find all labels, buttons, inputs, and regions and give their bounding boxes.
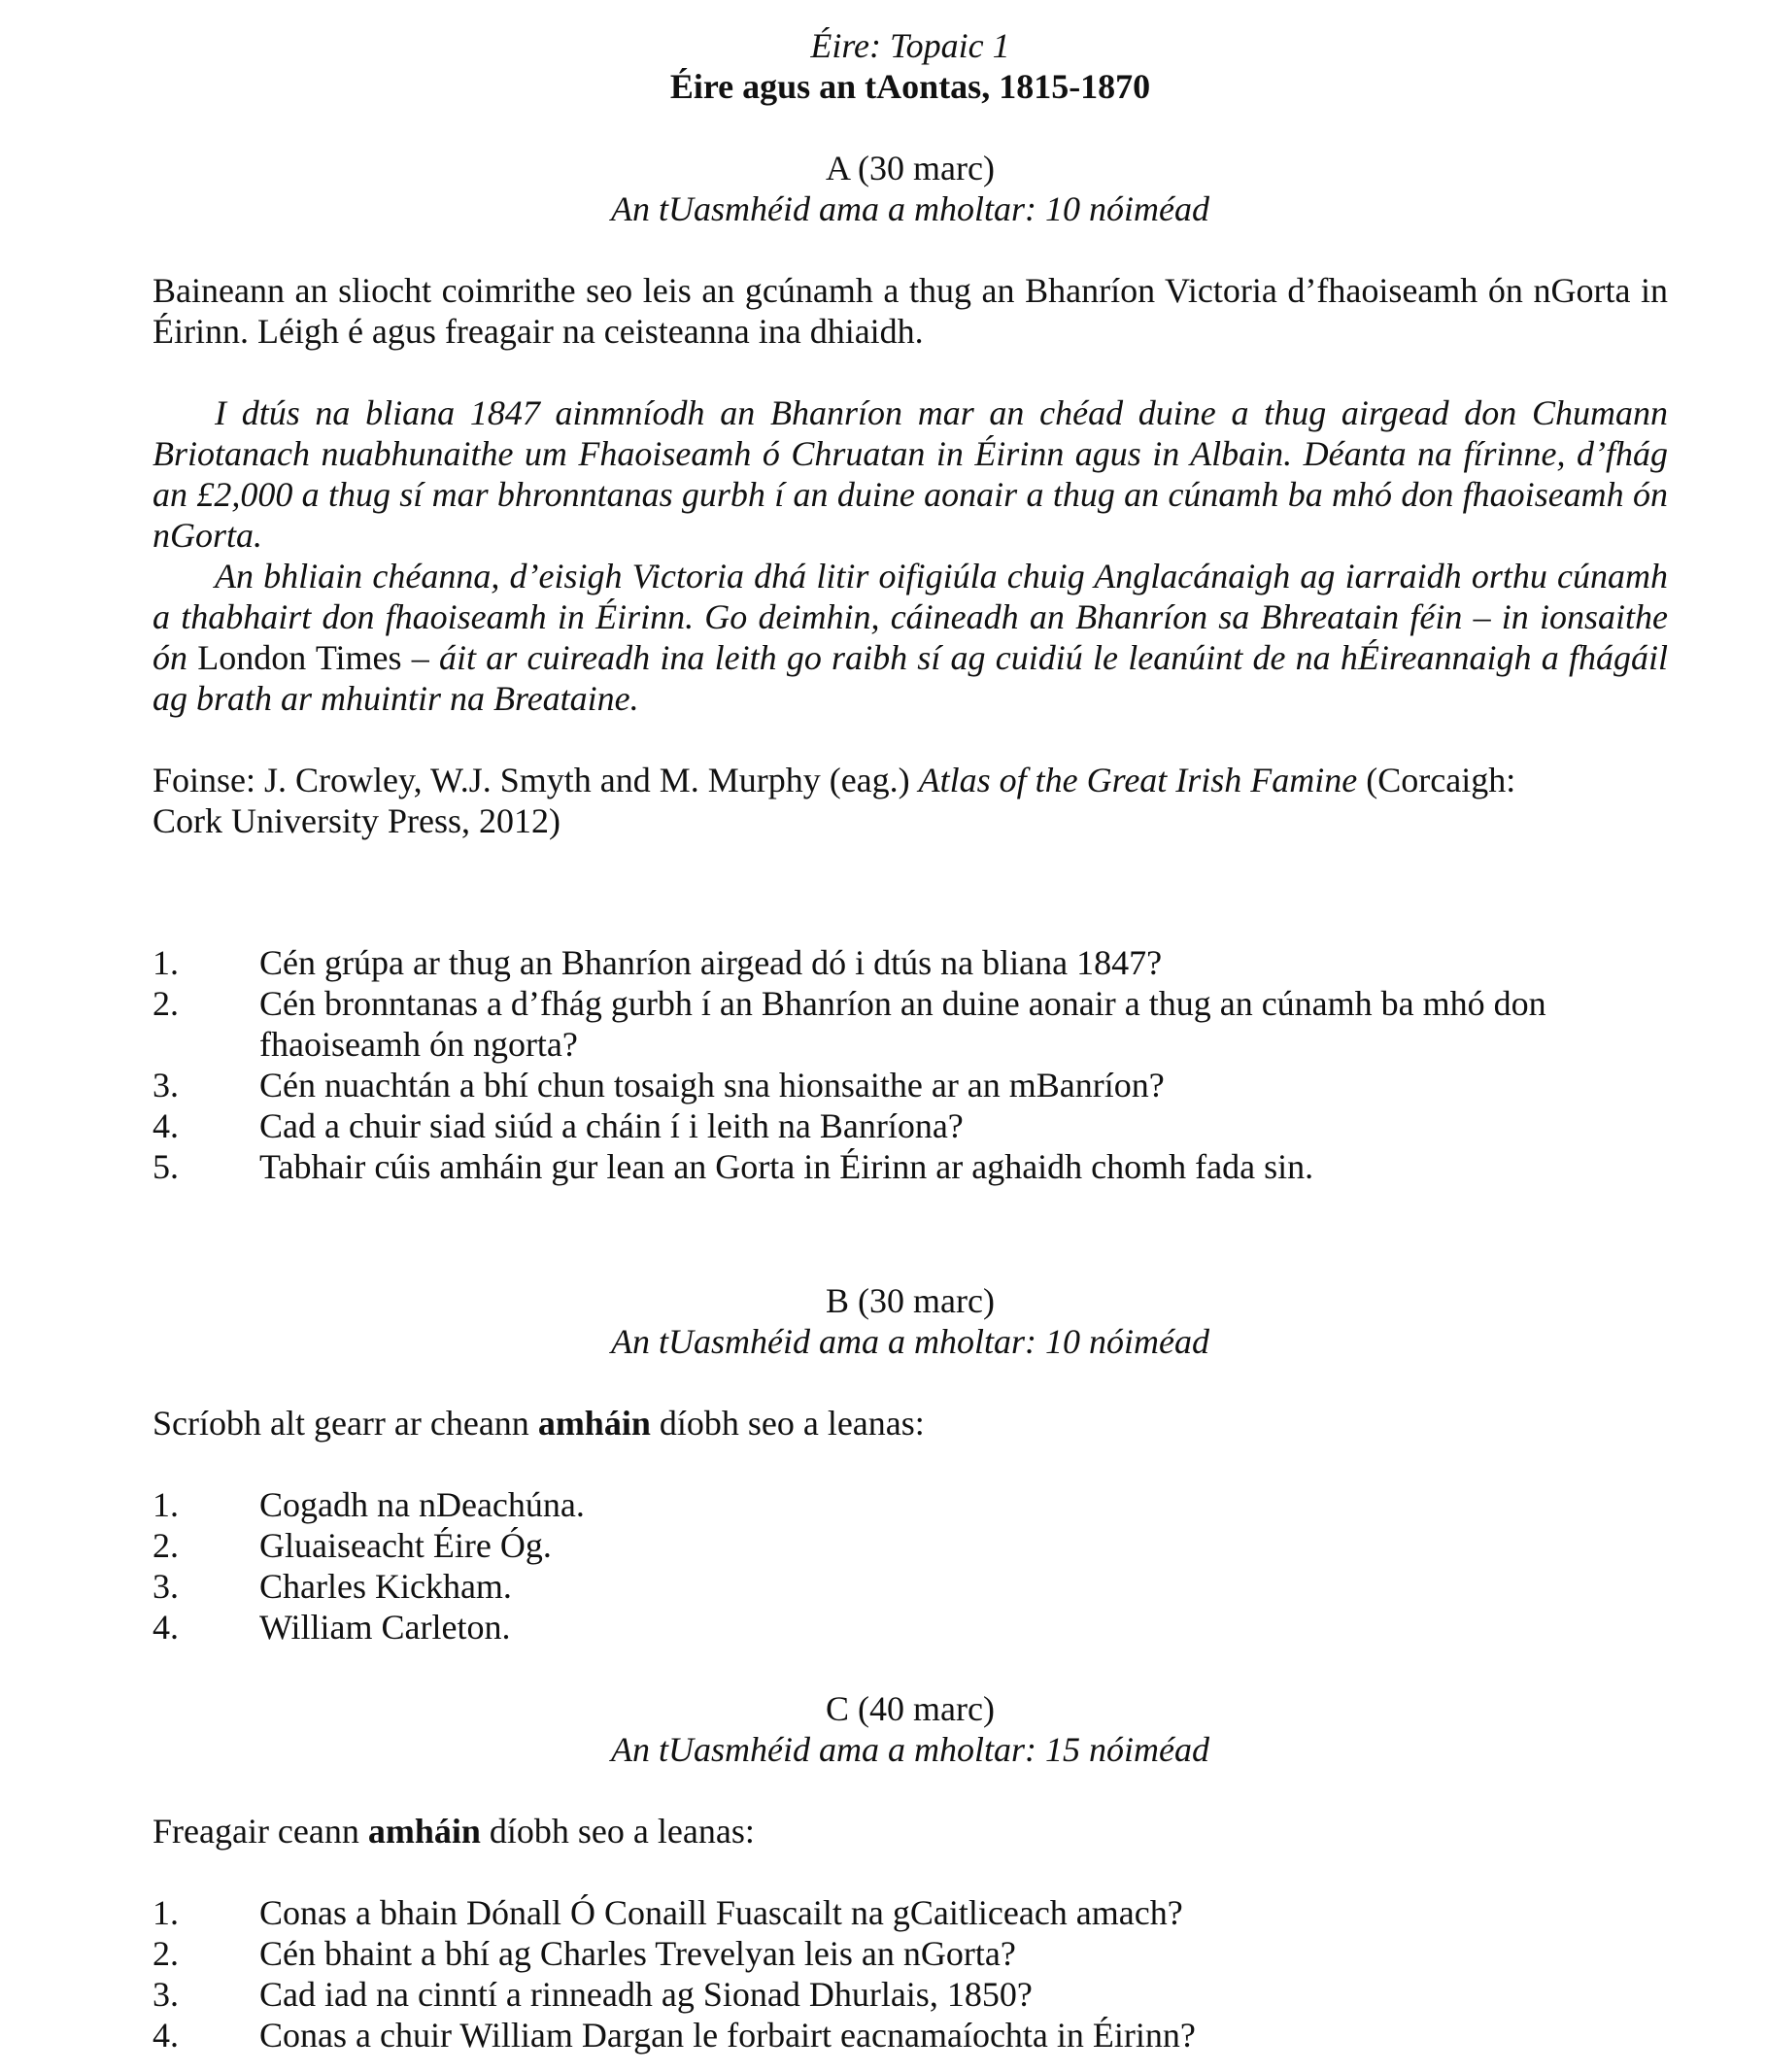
section-a	[153, 148, 1668, 1187]
question-number: 4.	[153, 1106, 179, 1145]
list-item	[153, 1065, 1668, 1105]
citation-book-title: Atlas of the Great Irish Famine	[918, 761, 1358, 799]
item-number: 2.	[153, 1526, 179, 1565]
item-number: 1.	[153, 1893, 179, 1932]
extract-paragraph-2-part-3: – áit ar cuireadh ina leith go raibh sí ag cuidiú le leanúint de na hÉireannaigh a fhágáil ag brath ar mhuintir na Breataine.	[153, 638, 1669, 718]
topic-label: Éire: Topaic 1	[810, 26, 1010, 65]
item-number: 4.	[153, 2016, 179, 2055]
item-number: 3.	[153, 1975, 179, 2014]
item-number: 3.	[153, 1567, 179, 1606]
page-title: Éire agus an tAontas, 1815-1870	[669, 67, 1151, 106]
list-item	[153, 1105, 1668, 1146]
list-item	[153, 942, 1668, 983]
section-c-intro-part-1: Freagair ceann	[153, 1812, 368, 1851]
question-number: 5.	[153, 1147, 179, 1186]
newspaper-name: London Times	[197, 638, 402, 677]
item-text: Cad iad na cinntí a rinneadh ag Sionad Dhurlais, 1850?	[259, 1975, 1033, 2014]
section-c-intro-part-3: díobh seo a leanas:	[480, 1812, 755, 1851]
item-number: 2.	[153, 1934, 179, 1973]
section-a-intro: Baineann an sliocht coimrithe seo leis an gcúnamh a thug an Bhanríon Victoria d’fhaoiseamh ón nGorta in Éirinn. Léigh é agus freagair na ceisteanna ina dhiaidh.	[153, 271, 1668, 351]
section-b	[153, 1280, 1668, 1647]
section-c-intro	[153, 1811, 1668, 1851]
question-number: 1.	[153, 943, 179, 982]
extract-paragraph-2-part-1: An bhliain chéanna, d’eisigh Victoria dhá litir oifigiúla chuig Anglacánaigh ag iarraidh orthu cúnamh a thabhairt don fhaoiseamh in Éirinn. Go deimhin, cáineadh an Bhanríon sa Bhreatain féin – in ionsaithe ón	[153, 557, 1668, 677]
section-c	[153, 1688, 1668, 2055]
section-a-time: An tUasmhéid ama a mholtar: 10 nóiméad	[611, 189, 1209, 228]
section-a-heading: A (30 marc)	[826, 149, 995, 187]
section-b-heading: B (30 marc)	[826, 1281, 995, 1320]
section-b-intro-part-3: díobh seo a leanas:	[650, 1404, 925, 1443]
section-b-intro	[153, 1403, 1668, 1444]
question-text: Cad a chuir siad siúd a cháin í i leith na Banríona?	[259, 1106, 964, 1145]
list-item	[153, 1566, 1668, 1607]
item-number: 1.	[153, 1485, 179, 1524]
source-citation	[153, 760, 1571, 841]
list-item	[153, 1933, 1668, 1974]
section-a-questions	[153, 942, 1668, 1187]
question-number: 2.	[153, 984, 179, 1023]
list-item	[153, 1146, 1668, 1187]
item-text: William Carleton.	[259, 1608, 511, 1647]
extract-paragraph-2	[153, 556, 1668, 719]
question-text: Cén bronntanas a d’fhág gurbh í an Bhanríon an duine aonair a thug an cúnamh ba mhó don fhaoiseamh ón ngorta?	[259, 984, 1546, 1064]
document-page	[153, 25, 1668, 2055]
list-item	[153, 1974, 1668, 2015]
list-item	[153, 1484, 1668, 1525]
question-text: Tabhair cúis amháin gur lean an Gorta in Éirinn ar aghaidh chomh fada sin.	[259, 1147, 1314, 1186]
section-c-intro-emphasis: amháin	[367, 1812, 481, 1851]
section-b-intro-part-1: Scríobh alt gearr ar cheann	[153, 1404, 538, 1443]
question-text: Cén grúpa ar thug an Bhanríon airgead dó i dtús na bliana 1847?	[259, 943, 1163, 982]
section-b-time: An tUasmhéid ama a mholtar: 10 nóiméad	[611, 1322, 1209, 1361]
section-c-items	[153, 1892, 1668, 2055]
section-b-intro-emphasis: amháin	[537, 1404, 651, 1443]
list-item	[153, 1607, 1668, 1647]
section-c-heading: C (40 marc)	[826, 1689, 995, 1728]
list-item	[153, 2015, 1668, 2055]
list-item	[153, 983, 1668, 1065]
question-number: 3.	[153, 1066, 179, 1104]
item-text: Gluaiseacht Éire Óg.	[259, 1526, 552, 1565]
citation-authors: Foinse: J. Crowley, W.J. Smyth and M. Murphy (eag.)	[153, 761, 919, 799]
item-number: 4.	[153, 1608, 179, 1647]
item-text: Cogadh na nDeachúna.	[259, 1485, 585, 1524]
list-item	[153, 1525, 1668, 1566]
list-item	[153, 1892, 1668, 1933]
item-text: Conas a bhain Dónall Ó Conaill Fuascailt na gCaitliceach amach?	[259, 1893, 1183, 1932]
section-c-time: An tUasmhéid ama a mholtar: 15 nóiméad	[611, 1730, 1209, 1769]
item-text: Cén bhaint a bhí ag Charles Trevelyan leis an nGorta?	[259, 1934, 1016, 1973]
item-text: Conas a chuir William Dargan le forbairt eacnamaíochta in Éirinn?	[259, 2016, 1196, 2055]
extract-paragraph-1: I dtús na bliana 1847 ainmníodh an Bhanríon mar an chéad duine a thug airgead don Chumann Briotanach nuabhunaithe um Fhaoiseamh ó Chruatan in Éirinn agus in Albain. Déanta na fírinne, d’fhág an £2,000 a thug sí mar bhronntanas gurbh í an duine aonair a thug an cúnamh ba mhó don fhaoiseamh ón nGorta.	[153, 393, 1668, 555]
source-extract	[153, 392, 1668, 719]
section-b-items	[153, 1484, 1668, 1647]
item-text: Charles Kickham.	[259, 1567, 512, 1606]
citation-publisher: (Corcaigh: Cork University Press, 2012)	[153, 761, 1516, 840]
question-text: Cén nuachtán a bhí chun tosaigh sna hionsaithe ar an mBanríon?	[259, 1066, 1165, 1104]
